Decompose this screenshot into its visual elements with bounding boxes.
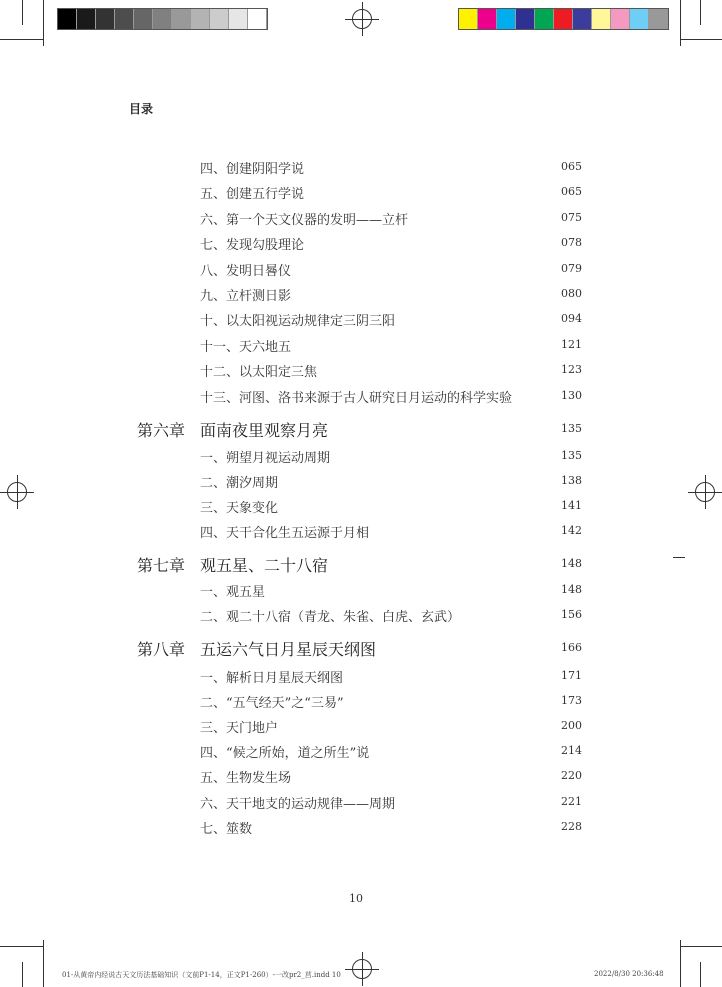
section-page: 078 [561, 236, 582, 249]
crop-mark [0, 39, 43, 40]
section-title: 七、筮数 [200, 822, 253, 837]
toc-section-entry[interactable] [200, 742, 582, 764]
section-page: 121 [561, 338, 582, 351]
color-swatch [478, 9, 497, 29]
toc-section-entry[interactable] [200, 818, 582, 840]
section-page: 141 [561, 499, 582, 512]
section-page: 065 [561, 160, 582, 173]
section-title: 一、解析日月星辰天纲图 [200, 671, 344, 686]
section-page: 138 [561, 474, 582, 487]
toc-section-entry[interactable] [200, 285, 582, 307]
section-title: 七、发现勾股理论 [200, 238, 305, 253]
color-swatch [229, 9, 248, 29]
section-title: 一、观五星 [200, 585, 266, 600]
crop-mark [43, 0, 44, 46]
crop-mark [22, 0, 23, 25]
color-swatch [96, 9, 115, 29]
color-swatch [497, 9, 516, 29]
toc-section-entry[interactable] [200, 606, 582, 628]
toc-section-entry[interactable] [200, 183, 582, 205]
chapter-page: 166 [561, 641, 582, 654]
section-title: 四、“候之所始，道之所生”说 [200, 746, 370, 761]
chapter-page: 135 [561, 422, 582, 435]
section-title: 十、以太阳视运动规律定三阴三阳 [200, 314, 396, 329]
section-page: 148 [561, 583, 582, 596]
crop-mark [22, 962, 23, 987]
toc-section-entry[interactable] [200, 387, 582, 409]
chapter-number: 第七章 [137, 556, 186, 575]
section-title: 三、天象变化 [200, 501, 279, 516]
toc-chapter-entry[interactable] [137, 637, 582, 661]
section-title: 二、“五气经天”之“三易” [200, 696, 344, 711]
color-swatch [134, 9, 153, 29]
section-page: 220 [561, 769, 582, 782]
section-title: 十三、河图、洛书来源于古人研究日月运动的科学实验 [200, 391, 513, 406]
section-page: 228 [561, 820, 582, 833]
section-page: 142 [561, 524, 582, 537]
print-timestamp: 2022/8/30 20:36:48 [594, 970, 664, 978]
crop-mark [673, 557, 685, 558]
color-swatch [172, 9, 191, 29]
toc-section-entry[interactable] [200, 158, 582, 180]
registration-mark-icon [688, 475, 722, 509]
crop-mark [680, 39, 722, 40]
toc-heading: 目录 [129, 102, 154, 116]
color-swatch [210, 9, 229, 29]
color-swatch [649, 9, 668, 29]
chapter-title: 观五星、二十八宿 [200, 556, 329, 575]
section-title: 二、潮汐周期 [200, 476, 279, 491]
toc-section-entry[interactable] [200, 209, 582, 231]
section-page: 173 [561, 694, 582, 707]
toc-chapter-entry[interactable] [137, 553, 582, 577]
toc-section-entry[interactable] [200, 472, 582, 494]
toc-section-entry[interactable] [200, 522, 582, 544]
section-title: 四、天干合化生五运源于月相 [200, 526, 370, 541]
color-swatch [611, 9, 630, 29]
color-swatch [459, 9, 478, 29]
registration-mark-icon [345, 2, 379, 36]
toc-section-entry[interactable] [200, 497, 582, 519]
color-swatch [573, 9, 592, 29]
toc-section-entry[interactable] [200, 260, 582, 282]
section-title: 六、天干地支的运动规律——周期 [200, 797, 396, 812]
section-page: 094 [561, 312, 582, 325]
crop-mark [43, 940, 44, 987]
print-file-info: 01-从黄帝内经说古天文历法基础知识（文前P1-14，正文P1-260）-一改pr2_莒.indd 10 [62, 971, 341, 979]
section-page: 221 [561, 795, 582, 808]
section-title: 九、立杆测日影 [200, 289, 292, 304]
color-swatch [630, 9, 649, 29]
color-swatch [153, 9, 172, 29]
color-swatch [191, 9, 210, 29]
section-page: 065 [561, 185, 582, 198]
registration-mark-icon [0, 475, 34, 509]
section-title: 八、发明日晷仪 [200, 264, 292, 279]
toc-section-entry[interactable] [200, 581, 582, 603]
page-number: 10 [349, 892, 363, 905]
section-title: 五、创建五行学说 [200, 187, 305, 202]
section-title: 四、创建阴阳学说 [200, 162, 305, 177]
section-page: 075 [561, 211, 582, 224]
color-swatch [554, 9, 573, 29]
crop-mark [700, 0, 701, 25]
section-page: 156 [561, 608, 582, 621]
color-swatch [592, 9, 611, 29]
section-title: 十一、天六地五 [200, 340, 292, 355]
toc-section-entry[interactable] [200, 717, 582, 739]
color-swatch [516, 9, 535, 29]
chapter-page: 148 [561, 557, 582, 570]
crop-mark [0, 946, 43, 947]
section-page: 214 [561, 744, 582, 757]
crop-mark [680, 946, 722, 947]
chapter-title: 面南夜里观察月亮 [200, 421, 329, 440]
color-swatch [248, 9, 267, 29]
section-title: 二、观二十八宿（青龙、朱雀、白虎、玄武） [200, 610, 461, 625]
section-page: 135 [561, 449, 582, 462]
chapter-title: 五运六气日月星辰天纲图 [200, 640, 377, 659]
toc-section-entry[interactable] [200, 793, 582, 815]
grayscale-bar [57, 8, 268, 30]
section-title: 十二、以太阳定三焦 [200, 365, 318, 380]
crop-mark [680, 940, 681, 987]
toc-chapter-entry[interactable] [137, 418, 582, 442]
toc-section-entry[interactable] [200, 310, 582, 332]
color-swatch [77, 9, 96, 29]
chapter-number: 第六章 [137, 421, 186, 440]
toc-section-entry[interactable] [200, 361, 582, 383]
color-swatch [115, 9, 134, 29]
section-page: 171 [561, 669, 582, 682]
crop-mark [700, 962, 701, 987]
section-page: 079 [561, 262, 582, 275]
chapter-number: 第八章 [137, 640, 186, 659]
toc-section-entry[interactable] [200, 447, 582, 469]
color-swatch [58, 9, 77, 29]
section-page: 200 [561, 719, 582, 732]
section-title: 一、朔望月视运动周期 [200, 451, 331, 466]
section-page: 080 [561, 287, 582, 300]
registration-mark-icon [345, 952, 379, 986]
section-title: 三、天门地户 [200, 721, 279, 736]
color-swatch [535, 9, 554, 29]
toc-section-entry[interactable] [200, 234, 582, 256]
color-calibration-bar [458, 8, 669, 30]
section-title: 五、生物发生场 [200, 771, 292, 786]
toc-section-entry[interactable] [200, 336, 582, 358]
section-page: 123 [561, 363, 582, 376]
toc-section-entry[interactable] [200, 667, 582, 689]
toc-section-entry[interactable] [200, 692, 582, 714]
toc-section-entry[interactable] [200, 767, 582, 789]
section-title: 六、第一个天文仪器的发明——立杆 [200, 213, 409, 228]
section-page: 130 [561, 389, 582, 402]
